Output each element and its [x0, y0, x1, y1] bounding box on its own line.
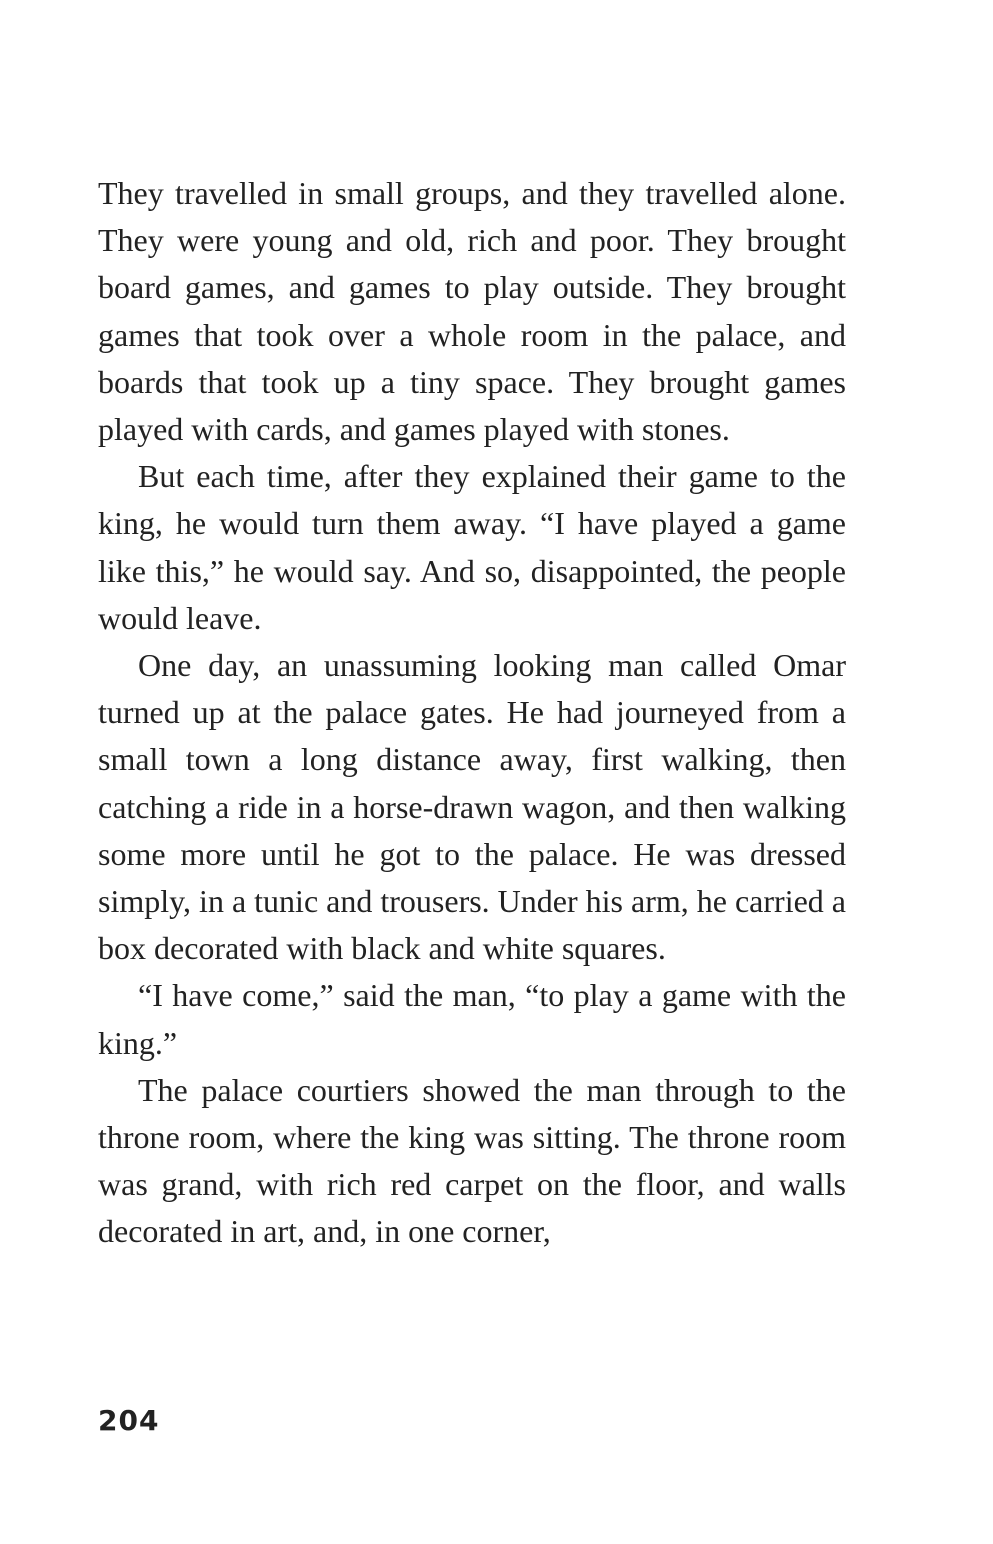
paragraph-2: But each time, after they explained their game to the king, he would turn them away. “I have played a game like this,” he would say. And so, disappointed, the people would leave.	[98, 458, 846, 636]
paragraph-3: One day, an unassuming looking man called Omar turned up at the palace gates. He had journeyed from a small town a long distance away, first walking, then catching a ride in a horse-drawn wagon, and then walking some more until he got to the palace. He was dressed simply, in a tunic and trousers. Under his arm, he carried a box decorated with black and white squares.	[98, 647, 846, 967]
body-text	[98, 170, 846, 1256]
paragraph-1: They travelled in small groups, and they travelled alone. They were young and old, rich and poor. They brought board games, and games to play outside. They brought games that took over a whole room in the palace, and boards that took up a tiny space. They brought games played with cards, and games played with stones.	[98, 175, 846, 448]
paragraph-4: “I have come,” said the man, “to play a game with the king.”	[98, 977, 846, 1061]
paragraph-5: The palace courtiers showed the man through to the throne room, where the king was sitting. The throne room was grand, with rich red carpet on the floor, and walls decorated in art, and, in one corner,	[98, 1071, 846, 1250]
page-number: 204	[98, 1404, 160, 1437]
